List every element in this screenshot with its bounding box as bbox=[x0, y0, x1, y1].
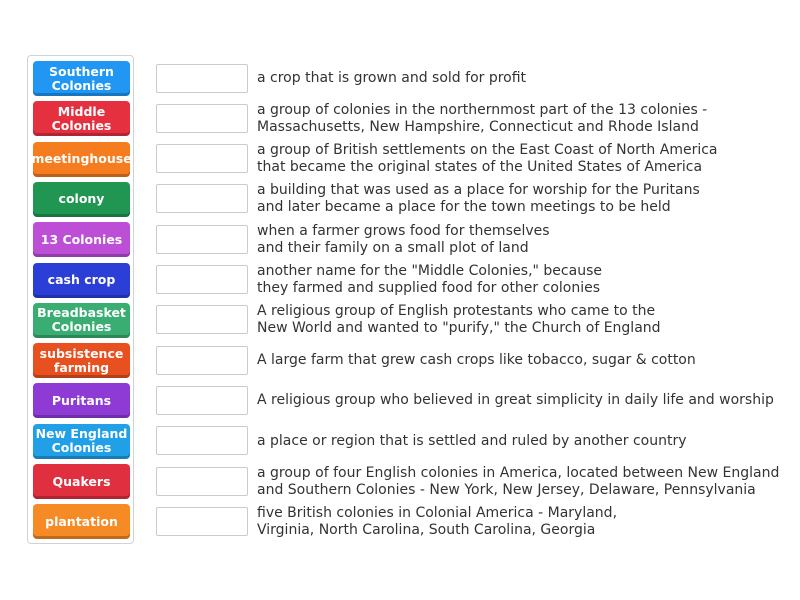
answer-drop-zone[interactable] bbox=[156, 305, 248, 334]
answer-drop-zone[interactable] bbox=[156, 64, 248, 93]
term-tile[interactable]: colony bbox=[33, 182, 130, 217]
definition-text: a group of four English colonies in America, located between New England and Southern Colonies - New York, New Jersey, Delaware, Pennsylvania bbox=[257, 464, 780, 498]
term-tile[interactable]: subsistence farming bbox=[33, 343, 130, 378]
term-tile[interactable]: Puritans bbox=[33, 383, 130, 418]
definition-text: when a farmer grows food for themselves and their family on a small plot of land bbox=[257, 222, 550, 256]
answer-drop-zone[interactable] bbox=[156, 386, 248, 415]
answer-drop-zone[interactable] bbox=[156, 265, 248, 294]
term-tile[interactable]: meetinghouse bbox=[33, 142, 130, 177]
answer-drop-zone[interactable] bbox=[156, 225, 248, 254]
term-tile[interactable]: cash crop bbox=[33, 263, 130, 298]
definition-text: a crop that is grown and sold for profit bbox=[257, 70, 527, 86]
answer-drop-zone[interactable] bbox=[156, 104, 248, 133]
answer-drop-zone[interactable] bbox=[156, 467, 248, 496]
definition-text: A religious group of English protestants who came to the New World and wanted to "purify," the Church of England bbox=[257, 303, 661, 337]
definition-text: A religious group who believed in great simplicity in daily life and worship bbox=[257, 392, 774, 409]
definition-text: a place or region that is settled and ruled by another country bbox=[257, 432, 687, 449]
term-tile[interactable]: Breadbasket Colonies bbox=[33, 303, 130, 338]
term-tile[interactable]: New England Colonies bbox=[33, 424, 130, 459]
answer-drop-zone[interactable] bbox=[156, 184, 248, 213]
answer-drop-zone[interactable] bbox=[156, 144, 248, 173]
definition-text: a building that was used as a place for worship for the Puritans and later became a place for the town meetings to be held bbox=[257, 182, 700, 216]
term-tile[interactable]: 13 Colonies bbox=[33, 222, 130, 257]
definition-text: a group of colonies in the northernmost part of the 13 colonies - Massachusetts, New Hampshire, Connecticut and Rhode Island bbox=[257, 101, 708, 135]
term-tile[interactable]: Middle Colonies bbox=[33, 101, 130, 136]
answer-drop-zone[interactable] bbox=[156, 507, 248, 536]
definition-text: a group of British settlements on the East Coast of North America that became the original states of the United States of America bbox=[257, 142, 718, 176]
definition-text: five British colonies in Colonial America - Maryland, Virginia, North Carolina, South Carolina, Georgia bbox=[257, 504, 618, 538]
definition-text: another name for the "Middle Colonies," because they farmed and supplied food for other colonies bbox=[257, 263, 602, 296]
answer-drop-zone[interactable] bbox=[156, 346, 248, 375]
answer-drop-zone[interactable] bbox=[156, 426, 248, 455]
definition-text: A large farm that grew cash crops like tobacco, sugar & cotton bbox=[257, 352, 696, 369]
term-tile[interactable]: Quakers bbox=[33, 464, 130, 499]
term-tile[interactable]: plantation bbox=[33, 504, 130, 539]
term-tile[interactable]: Southern Colonies bbox=[33, 61, 130, 96]
